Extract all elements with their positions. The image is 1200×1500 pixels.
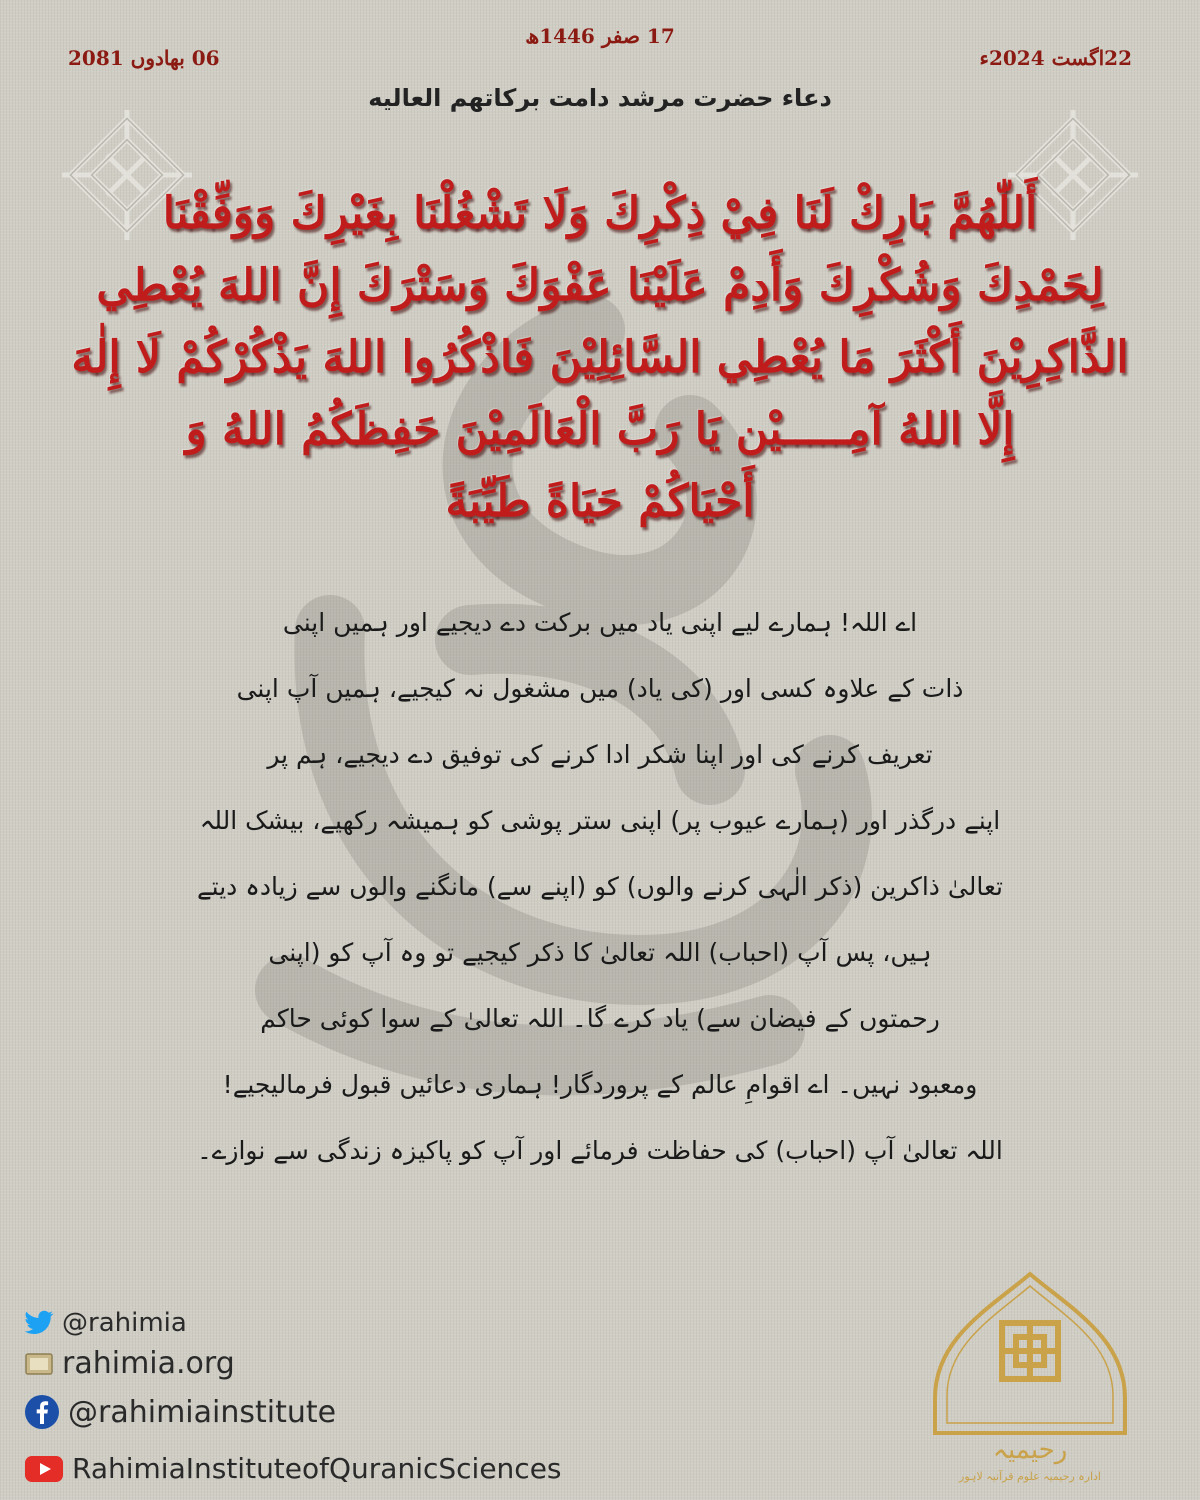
arabic-dua-line: أَحْيَاكُمْ حَيَاةً طَيِّبَةً — [445, 476, 755, 527]
youtube-icon — [24, 1455, 64, 1483]
arabic-dua — [60, 178, 1140, 538]
date-bikrami: 06 بھادوں 2081 — [68, 46, 220, 70]
twitter-icon — [24, 1310, 54, 1336]
urdu-line: رحمتوں کے فیضان سے) یاد کرے گا۔ اللہ تعالیٰ کے سوا کوئی حاکم — [260, 1004, 940, 1033]
facebook-handle: @rahimiainstitute — [68, 1394, 337, 1430]
urdu-line: اللہ تعالیٰ آپ (احباب) کی حفاظت فرمائے اور آپ کو پاکیزہ زندگی سے نوازے۔ — [197, 1136, 1003, 1165]
urdu-line: ہیں، پس آپ (احباب) اللہ تعالیٰ کا ذکر کیجیے تو وہ آپ کو (اپنی — [268, 938, 932, 967]
logo-wordmark: رحیمیہ — [992, 1435, 1068, 1465]
urdu-line: ومعبود نہیں۔ اے اقوامِ عالم کے پروردگار! ہماری دعائیں قبول فرمالیجیے! — [222, 1070, 978, 1099]
twitter-link[interactable] — [24, 1308, 187, 1338]
date-hijri: 17 صفر 1446ھ — [525, 24, 675, 48]
urdu-line: اپنے درگذر اور (ہمارے عیوب پر) اپنی ستر پوشی کو ہمیشہ رکھیے، بیشک اللہ — [199, 806, 1001, 835]
urdu-line: ذات کے علاوہ کسی اور (کی یاد) میں مشغول نہ کیجیے، ہمیں آپ اپنی — [236, 674, 964, 703]
arabic-dua-line: لِحَمْدِكَ وَشُكْرِكَ وَأَدِمْ عَلَيْنَا عَفْوَكَ وَسَتْرَكَ إِنَّ اللهَ يُعْطِي — [96, 260, 1104, 311]
rahimia-logo — [920, 1268, 1140, 1488]
facebook-link[interactable] — [24, 1394, 336, 1430]
twitter-handle: @rahimia — [62, 1308, 187, 1338]
youtube-channel: RahimiaInstituteofQuranicSciences — [72, 1452, 562, 1485]
logo-caption: ادارہ رحیمیہ علوم قرآنیہ لاہور — [959, 1470, 1101, 1483]
urdu-line: تعریف کرنے کی اور اپنا شکر ادا کرنے کی توفیق دے دیجیے، ہم پر — [267, 740, 933, 769]
website-url: rahimia.org — [62, 1346, 235, 1381]
facebook-icon — [24, 1394, 60, 1430]
arabic-dua-line: إِلَّا اللهُ آمِـــــيْن يَا رَبَّ الْعَالَمِيْنَ حَفِظَكُمُ اللهُ وَ — [185, 404, 1015, 455]
arabic-dua-line: أَللّٰهُمَّ بَارِكْ لَنَا فِيْ ذِكْرِكَ وَلَا تَشْغُلْنَا بِغَيْرِكَ وَوَفِّقْنَا — [162, 188, 1038, 239]
urdu-translation — [120, 590, 1080, 1184]
website-link[interactable] — [24, 1346, 235, 1381]
page-title: دعاء حضرت مرشد دامت برکاتھم العالیه — [368, 84, 832, 112]
web-icon — [24, 1351, 54, 1377]
arabic-dua-line: الذَّاكِرِيْنَ أَكْثَرَ مَا يُعْطِي السَّائِلِيْنَ فَاذْكُرُوا اللهَ يَذْكُرْكُمْ لَا إِلٰهَ — [71, 332, 1129, 383]
urdu-line: تعالیٰ ذاکرین (ذکر الٰہی کرنے والوں) کو (اپنے سے) مانگنے والوں سے زیادہ دیتے — [197, 872, 1003, 901]
urdu-line: اے اللہ! ہمارے لیے اپنی یاد میں برکت دے دیجیے اور ہمیں اپنی — [282, 608, 918, 637]
date-gregorian: 22اگست 2024ء — [979, 46, 1132, 70]
youtube-link[interactable] — [24, 1452, 562, 1485]
